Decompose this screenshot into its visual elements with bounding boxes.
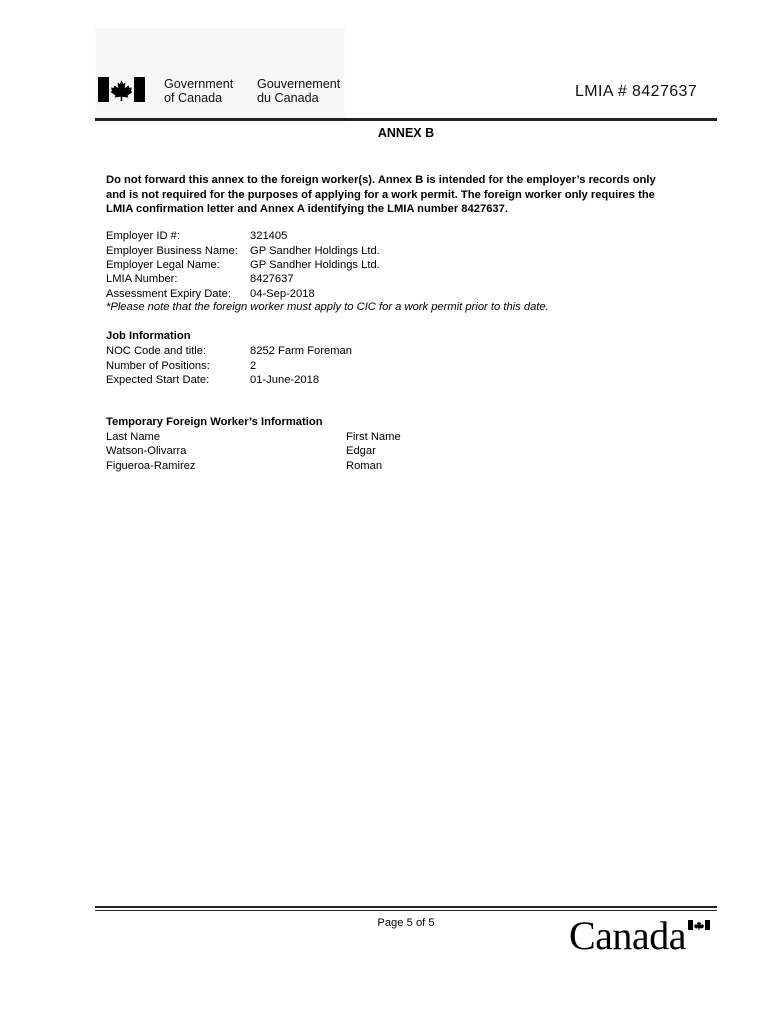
warning-line: LMIA confirmation letter and Annex A identifying the LMIA number 8427637. [106,203,508,215]
header-divider [95,118,717,121]
field-label: Assessment Expiry Date: [106,288,231,300]
employer-id-row [106,229,288,244]
government-of-canada-label: Government of Canada [164,77,234,105]
annex-title: ANNEX B [377,126,435,140]
employer-legal-name-row [106,258,380,273]
warning-paragraph [106,173,706,217]
canada-flag-icon [688,920,710,930]
worker-last-name: Figueroa-Ramirez [106,460,196,472]
field-label: Employer Legal Name: [106,259,220,271]
page-number: Page 5 of 5 [377,917,435,929]
canada-wordmark: Canada [569,913,686,958]
first-name-header: First Name [346,431,401,443]
field-value: GP Sandher Holdings Ltd. [250,245,380,257]
field-value: 321405 [250,230,288,242]
worker-first-name: Roman [346,460,383,472]
field-value: GP Sandher Holdings Ltd. [250,259,380,271]
lmia-number-row [106,272,294,287]
work-permit-note: *Please note that the foreign worker must apply to CIC for a work permit prior to this date. [106,301,549,313]
field-value: 8427637 [250,273,294,285]
last-name-header: Last Name [106,431,161,443]
warning-line: Do not forward this annex to the foreign worker(s). Annex B is intended for the employer’s records only [106,174,656,186]
field-label: Number of Positions: [106,360,210,372]
field-label: LMIA Number: [106,273,178,285]
worker-first-name: Edgar [346,445,376,457]
expected-start-date-row [106,373,320,388]
lmia-reference-number: LMIA # 8427637 [575,83,698,100]
job-information-heading: Job Information [106,330,191,342]
footer-divider [95,906,717,908]
field-value: 2 [250,360,257,372]
assessment-expiry-row [106,287,315,302]
field-label: Expected Start Date: [106,374,210,386]
warning-line: and is not required for the purposes of applying for a work permit. The foreign worker only requires the [106,188,655,201]
canada-flag-icon [98,77,145,102]
field-value: 04-Sep-2018 [250,288,315,300]
field-label: Employer Business Name: [106,245,238,257]
field-label: NOC Code and title: [106,345,207,357]
worker-last-name: Watson-Olivarra [106,445,187,457]
employer-business-name-row [106,244,380,259]
footer-divider-thin [95,910,717,911]
header-shade [95,28,345,124]
noc-code-row [106,344,352,359]
field-value: 01-June-2018 [250,374,320,386]
number-of-positions-row [106,359,257,374]
tfw-information-heading: Temporary Foreign Worker’s Information [106,416,323,428]
gouvernement-du-canada-label: Gouvernement du Canada [257,77,341,105]
field-value: 8252 Farm Foreman [250,345,352,357]
field-label: Employer ID #: [106,230,180,242]
